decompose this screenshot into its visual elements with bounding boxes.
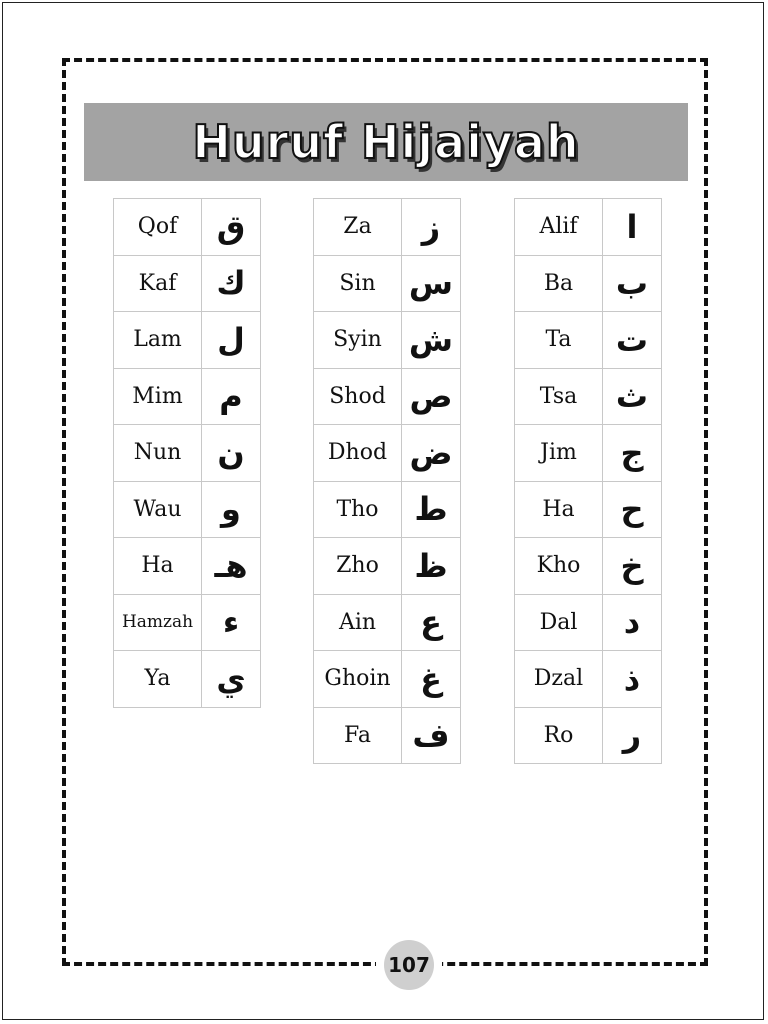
letter-name: Ghoin — [314, 651, 402, 708]
letter-name: Zho — [314, 538, 402, 595]
arabic-letter: ت — [603, 312, 662, 369]
letter-name: Ha — [114, 538, 202, 595]
letter-row — [114, 538, 261, 595]
letter-row — [314, 594, 461, 651]
letter-name: Alif — [515, 199, 603, 256]
letter-row — [314, 255, 461, 312]
letter-name: Ro — [515, 707, 603, 764]
letter-name: Fa — [314, 707, 402, 764]
letter-row — [114, 425, 261, 482]
letter-name: Ba — [515, 255, 603, 312]
letter-name: Jim — [515, 425, 603, 482]
letter-name: Mim — [114, 368, 202, 425]
arabic-letter: د — [603, 594, 662, 651]
arabic-letter: ب — [603, 255, 662, 312]
letter-name: Wau — [114, 481, 202, 538]
arabic-letter: ث — [603, 368, 662, 425]
letter-row — [314, 538, 461, 595]
letter-row — [515, 594, 662, 651]
arabic-letter: ض — [402, 425, 461, 482]
letter-name: Hamzah — [114, 594, 202, 651]
arabic-letter: و — [202, 481, 261, 538]
letter-row — [114, 312, 261, 369]
letter-name: Ha — [515, 481, 603, 538]
page-number: 107 — [384, 940, 434, 990]
letter-name: Shod — [314, 368, 402, 425]
letter-name: Kaf — [114, 255, 202, 312]
letter-row — [515, 707, 662, 764]
arabic-letter: م — [202, 368, 261, 425]
arabic-letter: ص — [402, 368, 461, 425]
letter-row — [515, 255, 662, 312]
arabic-letter: ط — [402, 481, 461, 538]
arabic-letter: ء — [202, 594, 261, 651]
letter-row — [314, 312, 461, 369]
letter-row — [515, 651, 662, 708]
arabic-letter: ا — [603, 199, 662, 256]
arabic-letter: ق — [202, 199, 261, 256]
letter-name: Qof — [114, 199, 202, 256]
arabic-letter: ك — [202, 255, 261, 312]
title-banner — [84, 103, 688, 181]
arabic-letter: غ — [402, 651, 461, 708]
letter-table-2 — [313, 198, 461, 764]
letter-name: Dhod — [314, 425, 402, 482]
letter-row — [114, 651, 261, 708]
letter-name: Tsa — [515, 368, 603, 425]
letter-row — [314, 481, 461, 538]
letter-name: Dzal — [515, 651, 603, 708]
arabic-letter: هـ — [202, 538, 261, 595]
letter-name: Dal — [515, 594, 603, 651]
page-title: Huruf Hijaiyah — [192, 115, 580, 169]
arabic-letter: ن — [202, 425, 261, 482]
letter-row — [314, 199, 461, 256]
arabic-letter: ذ — [603, 651, 662, 708]
letter-row — [515, 481, 662, 538]
letter-row — [114, 368, 261, 425]
letter-row — [314, 368, 461, 425]
letter-row — [515, 312, 662, 369]
arabic-letter: ف — [402, 707, 461, 764]
arabic-letter: ر — [603, 707, 662, 764]
letter-row — [114, 255, 261, 312]
arabic-letter: ج — [603, 425, 662, 482]
letter-name: Ya — [114, 651, 202, 708]
letter-name: Syin — [314, 312, 402, 369]
arabic-letter: ز — [402, 199, 461, 256]
letter-row — [114, 199, 261, 256]
letter-name: Nun — [114, 425, 202, 482]
letter-row — [114, 481, 261, 538]
letter-row — [515, 199, 662, 256]
letter-row — [314, 425, 461, 482]
letter-table-1 — [113, 198, 261, 708]
letter-row — [114, 594, 261, 651]
arabic-letter: ظ — [402, 538, 461, 595]
letter-row — [515, 425, 662, 482]
letter-row — [515, 368, 662, 425]
letter-name: Sin — [314, 255, 402, 312]
arabic-letter: ح — [603, 481, 662, 538]
arabic-letter: ل — [202, 312, 261, 369]
letter-name: Kho — [515, 538, 603, 595]
arabic-letter: ش — [402, 312, 461, 369]
arabic-letter: ي — [202, 651, 261, 708]
letter-name: Tho — [314, 481, 402, 538]
letter-name: Ta — [515, 312, 603, 369]
letter-name: Za — [314, 199, 402, 256]
letter-name: Ain — [314, 594, 402, 651]
letter-row — [314, 707, 461, 764]
letter-name: Lam — [114, 312, 202, 369]
arabic-letter: س — [402, 255, 461, 312]
letter-row — [515, 538, 662, 595]
arabic-letter: ع — [402, 594, 461, 651]
arabic-letter: خ — [603, 538, 662, 595]
letter-table-3 — [514, 198, 662, 764]
letter-row — [314, 651, 461, 708]
